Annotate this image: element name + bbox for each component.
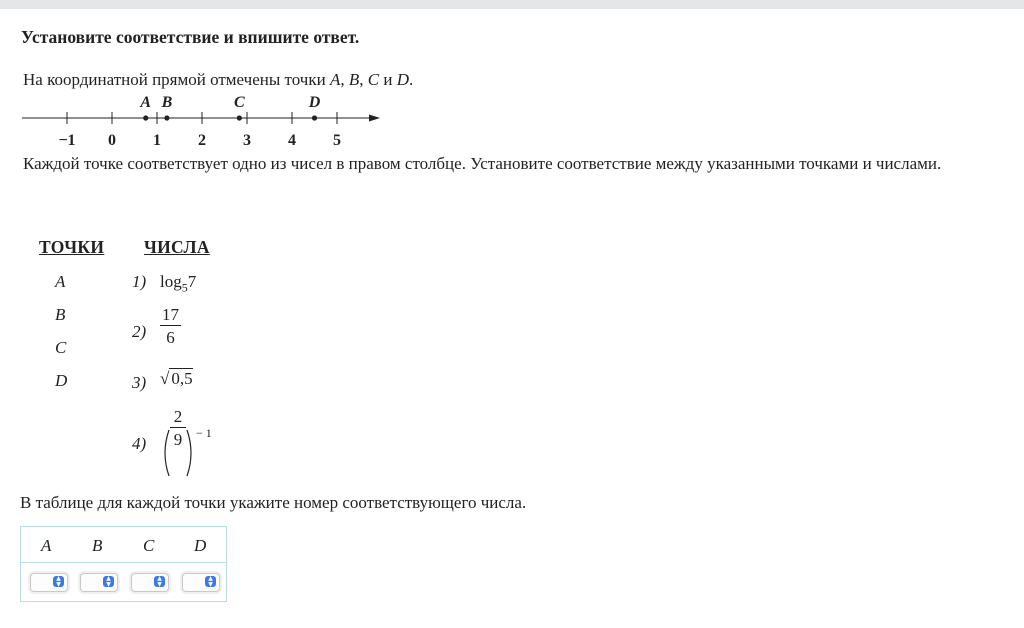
answer-select-c[interactable]	[131, 573, 169, 592]
table-divider	[21, 562, 226, 563]
intro-point-a: A	[329, 70, 341, 89]
right-paren	[187, 430, 191, 476]
intro-end: .	[408, 70, 414, 89]
number-index-3: 3)	[132, 373, 147, 392]
log-base: 5	[181, 280, 188, 295]
number-line-point-label: D	[308, 94, 321, 111]
number-line-tick-label: 4	[288, 132, 296, 149]
number-index-2: 2)	[132, 322, 147, 341]
intro-sep: ,	[359, 70, 368, 89]
number-line-point-d	[312, 115, 317, 120]
answer-select-b[interactable]	[80, 573, 118, 592]
sqrt-radicand: 0,5	[171, 369, 193, 388]
intro-point-b: B	[348, 70, 360, 89]
fraction-denominator: 9	[170, 427, 186, 450]
intro-point-c: C	[367, 70, 380, 89]
number-line-point-label: B	[161, 94, 173, 111]
power-exponent: − 1	[196, 426, 212, 440]
intro-sep: ,	[340, 70, 349, 89]
answer-header-a: A	[41, 536, 52, 555]
left-paren	[165, 430, 169, 476]
description-text: Каждой точке соответствует одно из чисел в правом столбце. Установите соответствие между указанными точками и числами.	[23, 154, 942, 173]
fraction-numerator: 2	[173, 407, 183, 426]
chevron-updown-icon: ▲ ▼	[53, 576, 64, 587]
number-line-point-label: A	[140, 94, 152, 111]
answer-header-b: B	[92, 536, 103, 555]
number-1-log	[160, 272, 196, 295]
top-bar	[0, 0, 1024, 9]
intro-conj: и	[379, 70, 397, 89]
point-label-d: D	[55, 371, 68, 390]
log-word: log	[160, 272, 182, 291]
number-line-tick-label: 2	[198, 132, 206, 149]
fraction-denominator: 6	[160, 325, 181, 348]
intro-point-d: D	[396, 70, 409, 89]
instruction-text: В таблице для каждой точки укажите номер соответствующего числа.	[20, 493, 527, 512]
log-argument: 7	[187, 272, 197, 291]
number-index-4: 4)	[132, 434, 147, 453]
answer-select-a[interactable]	[30, 573, 68, 592]
power-fraction	[170, 407, 186, 450]
intro-text	[23, 70, 413, 90]
number-2-fraction	[160, 305, 181, 348]
number-line	[20, 88, 390, 152]
number-line-arrow	[369, 115, 380, 122]
number-line-tick-label: 0	[108, 132, 116, 149]
fraction-numerator: 17	[162, 305, 179, 324]
chevron-updown-icon: ▲ ▼	[205, 576, 216, 587]
points-column-header: ТОЧКИ	[39, 237, 105, 257]
number-line-point-b	[164, 115, 169, 120]
number-line-point-label: C	[234, 94, 245, 111]
point-label-a: A	[55, 272, 66, 291]
number-index-1: 1)	[132, 272, 147, 291]
number-line-tick-label: 5	[333, 132, 341, 149]
task-title: Установите соответствие и впишите ответ.	[21, 27, 360, 47]
answer-header-c: C	[143, 536, 155, 555]
chevron-updown-icon: ▲ ▼	[103, 576, 114, 587]
chevron-updown-icon: ▲ ▼	[154, 576, 165, 587]
intro-lead: На координатной прямой отмечены точки	[23, 70, 330, 89]
point-label-c: C	[55, 338, 67, 357]
number-line-tick-label: 1	[153, 132, 161, 149]
number-line-tick-label: 3	[243, 132, 251, 149]
sqrt-sign: √	[160, 369, 170, 388]
point-label-b: B	[55, 305, 66, 324]
answer-select-d[interactable]	[182, 573, 220, 592]
numbers-column-header: ЧИСЛА	[144, 237, 210, 257]
answer-table	[20, 526, 227, 602]
number-line-point-a	[143, 115, 148, 120]
number-line-point-c	[237, 115, 242, 120]
number-3-sqrt	[160, 369, 193, 389]
number-line-tick-label: −1	[58, 132, 76, 149]
answer-header-d: D	[194, 536, 207, 555]
